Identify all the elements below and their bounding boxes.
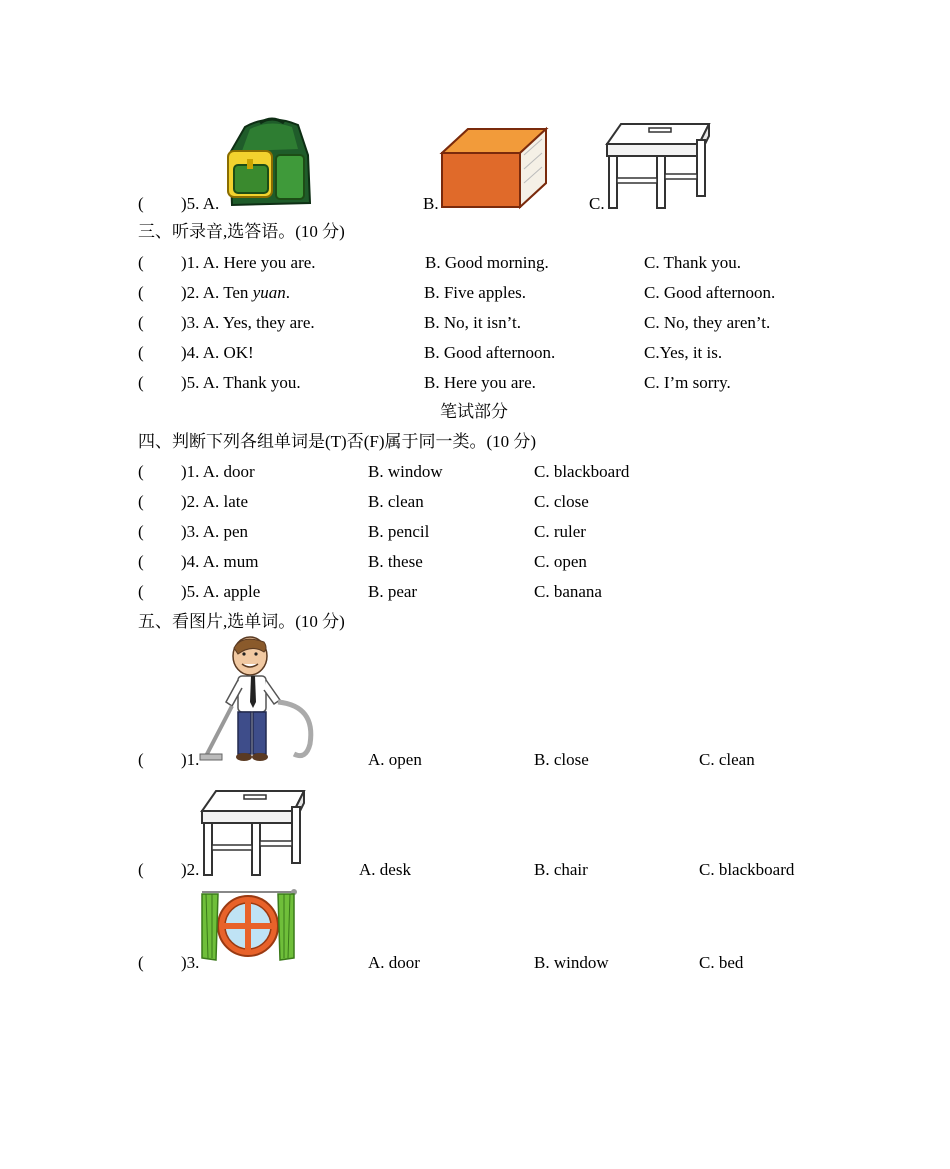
- s3-q3-c: C. No, they aren’t.: [644, 313, 771, 332]
- s3-q5-a: )5. A. Thank you.: [181, 373, 301, 392]
- s4-q2-b: B. clean: [368, 492, 424, 511]
- s3-q2-paren: (: [138, 283, 144, 302]
- section5-title: 五、看图片,选单词。(10 分): [138, 612, 345, 631]
- s5-q3-b: B. window: [534, 953, 609, 972]
- q5-paren: (: [138, 194, 144, 213]
- section4-title: 四、判断下列各组单词是(T)否(F)属于同一类。(10 分): [138, 432, 537, 451]
- desk-icon: [198, 786, 308, 878]
- window-icon: [198, 888, 298, 964]
- s3-q4-a: )4. A. OK!: [181, 343, 254, 362]
- s4-q2-paren: (: [138, 492, 144, 511]
- s4-q3-b: B. pencil: [368, 522, 430, 541]
- s3-q4-paren: (: [138, 343, 144, 362]
- desk-icon: [603, 120, 713, 210]
- s4-q3-a: )3. A. pen: [181, 522, 249, 541]
- s5-q3-c: C. bed: [699, 953, 744, 972]
- s4-q5-b: B. pear: [368, 582, 418, 601]
- s4-q1-c: C. blackboard: [534, 462, 630, 481]
- s3-q5-b: B. Here you are.: [424, 373, 536, 392]
- s4-q2-c: C. close: [534, 492, 589, 511]
- s5-q1-b: B. close: [534, 750, 589, 769]
- s5-q2-b: B. chair: [534, 860, 588, 879]
- s4-q4-paren: (: [138, 552, 144, 571]
- s3-q2-a: [181, 283, 290, 303]
- s3-q3-paren: (: [138, 313, 144, 332]
- q5-option-c: C.: [589, 194, 605, 213]
- s5-q2-a: A. desk: [359, 860, 411, 879]
- s5-q2-c: C. blackboard: [699, 860, 795, 879]
- s3-q2-b: B. Five apples.: [424, 283, 526, 302]
- section3-title: 三、听录音,选答语。(10 分): [138, 222, 345, 241]
- s4-q5-c: C. banana: [534, 582, 602, 601]
- s3-q4-c: C.Yes, it is.: [644, 343, 723, 362]
- s3-q1-paren: (: [138, 253, 144, 272]
- s4-q2-a: )2. A. late: [181, 492, 249, 511]
- s5-q2-paren: (: [138, 860, 144, 879]
- s4-q1-b: B. window: [368, 462, 443, 481]
- s3-q3-b: B. No, it isn’t.: [424, 313, 521, 332]
- s3-q4-b: B. Good afternoon.: [424, 343, 556, 362]
- s4-q1-paren: (: [138, 462, 144, 481]
- book-icon: [438, 125, 550, 211]
- s3-q3-a: )3. A. Yes, they are.: [181, 313, 315, 332]
- s3-q5-paren: (: [138, 373, 144, 392]
- s4-q5-a: )5. A. apple: [181, 582, 261, 601]
- s3-q2-a-text: )2. A. Ten: [181, 283, 253, 302]
- s4-q1-a: )1. A. door: [181, 462, 255, 481]
- q5-number: )5. A.: [181, 194, 220, 213]
- q5-option-b: B.: [423, 194, 439, 213]
- s3-q2-a-tail: .: [285, 283, 290, 302]
- s3-q1-a: )1. A. Here you are.: [181, 253, 316, 272]
- s3-q1-b: B. Good morning.: [425, 253, 549, 272]
- s4-q4-b: B. these: [368, 552, 423, 571]
- s3-q1-c: C. Thank you.: [644, 253, 741, 272]
- s4-q3-paren: (: [138, 522, 144, 541]
- s4-q5-paren: (: [138, 582, 144, 601]
- s4-q4-a: )4. A. mum: [181, 552, 259, 571]
- s3-q2-a-italic: yuan: [252, 283, 286, 302]
- man-vacuuming-icon: [198, 636, 323, 766]
- s4-q3-c: C. ruler: [534, 522, 586, 541]
- s3-q5-c: C. I’m sorry.: [644, 373, 731, 392]
- s5-q1-a: A. open: [368, 750, 422, 769]
- backpack-icon: [220, 115, 320, 210]
- s5-q2-number: )2.: [181, 860, 200, 879]
- s5-q1-number: )1.: [181, 750, 200, 769]
- s3-q2-c: C. Good afternoon.: [644, 283, 776, 302]
- s5-q3-number: )3.: [181, 953, 200, 972]
- s5-q3-paren: (: [138, 953, 144, 972]
- s4-q4-c: C. open: [534, 552, 587, 571]
- written-heading: 笔试部分: [440, 402, 508, 421]
- s5-q1-paren: (: [138, 750, 144, 769]
- s5-q3-a: A. door: [368, 953, 420, 972]
- s5-q1-c: C. clean: [699, 750, 755, 769]
